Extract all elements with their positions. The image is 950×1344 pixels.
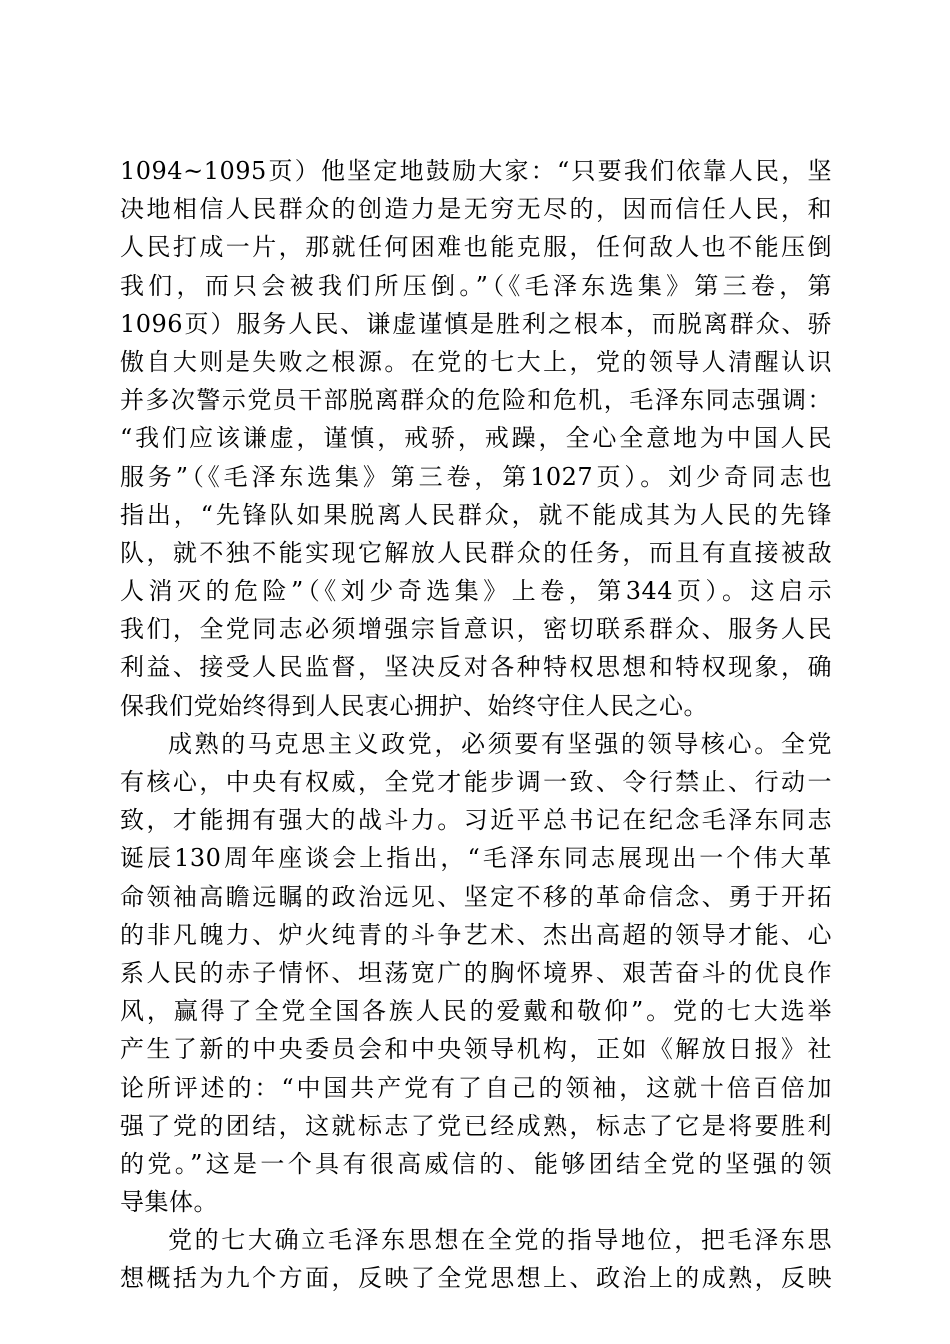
text-line: 队，就不独不能实现它解放人民群众的任务，而且有直接被敌 [120, 538, 832, 567]
text-line: 强了党的团结，这就标志了党已经成熟，标志了它是将要胜利 [120, 1111, 832, 1140]
paragraph-3 [120, 1221, 832, 1297]
text-line: 1094~1095页）他坚定地鼓励大家：“只要我们依靠人民，坚 [120, 157, 832, 185]
text-line: 党的七大确立毛泽东思想在全党的指导地位，把毛泽东思 [168, 1226, 832, 1255]
text-line: “我们应该谦虚，谨慎，戒骄，戒躁，全心全意地为中国人民 [120, 424, 832, 453]
text-line: 论所评述的：“中国共产党有了自己的领袖，这就十倍百倍加 [120, 1073, 832, 1102]
document-page [120, 152, 832, 1298]
text-line: 的非凡魄力、炉火纯青的斗争艺术、杰出高超的领导才能、心 [120, 920, 832, 949]
text-line: 想概括为九个方面，反映了全党思想上、政治上的成熟，反映 [120, 1264, 832, 1293]
text-line: 人民打成一片，那就任何困难也能克服，任何敌人也不能压倒 [120, 233, 832, 262]
paragraph-2 [120, 725, 832, 1221]
text-line: 命领袖高瞻远瞩的政治远见、坚定不移的革命信念、勇于开拓 [120, 882, 832, 911]
text-line: 成熟的马克思主义政党，必须要有坚强的领导核心。全党 [168, 729, 832, 758]
text-line: 产生了新的中央委员会和中央领导机构，正如《解放日报》社 [120, 1035, 832, 1064]
text-line: 诞辰130周年座谈会上指出，“毛泽东同志展现出一个伟大革 [120, 844, 832, 873]
text-line: 并多次警示党员干部脱离群众的危险和危机，毛泽东同志强调： [120, 386, 832, 415]
text-line: 傲自大则是失败之根源。在党的七大上，党的领导人清醒认识 [120, 347, 832, 376]
text-line: 的党。”这是一个具有很高威信的、能够团结全党的坚强的领 [120, 1149, 832, 1178]
text-line: 1096页）服务人民、谦虚谨慎是胜利之根本，而脱离群众、骄 [120, 309, 832, 338]
text-line: 人消灭的危险”（《刘少奇选集》上卷，第344页）。这启示 [120, 577, 832, 606]
text-line: 我们，而只会被我们所压倒。”（《毛泽东选集》第三卷，第 [120, 271, 832, 300]
text-line: 我们，全党同志必须增强宗旨意识，密切联系群众、服务人民 [120, 615, 832, 644]
paragraph-1 [120, 152, 832, 725]
text-line: 导集体。 [120, 1188, 218, 1217]
text-line: 指出，“先锋队如果脱离人民群众，就不能成其为人民的先锋 [120, 500, 832, 529]
text-line: 决地相信人民群众的创造力是无穷无尽的，因而信任人民，和 [120, 195, 832, 224]
text-line: 风，赢得了全党全国各族人民的爱戴和敬仰”。党的七大选举 [120, 997, 832, 1026]
text-line: 利益、接受人民监督，坚决反对各种特权思想和特权现象，确 [120, 653, 832, 682]
text-line: 系人民的赤子情怀、坦荡宽广的胸怀境界、艰苦奋斗的优良作 [120, 958, 832, 987]
text-line: 致，才能拥有强大的战斗力。习近平总书记在纪念毛泽东同志 [120, 806, 832, 835]
text-line: 保我们党始终得到人民衷心拥护、始终守住人民之心。 [120, 691, 708, 720]
text-line: 服务”（《毛泽东选集》第三卷，第1027页）。刘少奇同志也 [120, 462, 832, 491]
text-line: 有核心，中央有权威，全党才能步调一致、令行禁止、行动一 [120, 768, 832, 796]
